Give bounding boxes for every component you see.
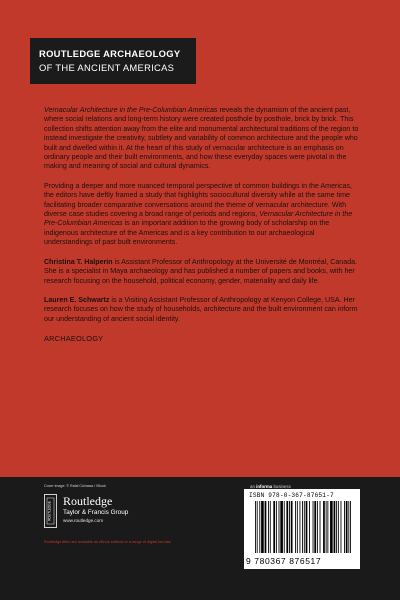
barcode-bar <box>338 501 339 553</box>
informa-name: informa <box>256 484 273 489</box>
barcode-bar <box>261 501 264 553</box>
informa-prefix: an <box>250 484 257 489</box>
barcode-bar <box>327 501 328 553</box>
barcode-bar <box>309 501 310 553</box>
cover-image-credit: Cover image: © Rafal Cichawa / iStock <box>44 484 106 488</box>
barcode-bar <box>330 501 333 553</box>
author-name: Christina T. Halperin <box>44 257 113 266</box>
back-cover-text <box>44 106 360 344</box>
barcode-bar <box>334 501 336 553</box>
isbn-barcode <box>244 489 360 569</box>
barcode-bar <box>344 501 345 553</box>
series-banner <box>30 38 196 84</box>
description-paragraph-1 <box>44 106 360 172</box>
barcode-bar <box>320 501 321 553</box>
barcode-bar <box>350 501 351 553</box>
barcode-bar <box>297 501 298 553</box>
svg-text:ROUTLEDGE: ROUTLEDGE <box>47 501 52 521</box>
publisher-name: Routledge <box>63 494 113 508</box>
informa-suffix: business <box>272 484 291 489</box>
ebook-availability-note: Routledge titles are available as eBook editions in a range of digital formats <box>44 540 171 544</box>
series-title-line2: OF THE ANCIENT AMERICAS <box>39 62 175 73</box>
barcode-bar <box>323 501 325 553</box>
barcode-bar <box>336 501 337 553</box>
barcode-bar <box>259 501 260 553</box>
barcode-bars <box>255 501 351 553</box>
barcode-digits: 9 780367 876517 <box>246 556 322 566</box>
book-title-italic: Vernacular Architecture in the Pre-Columbian Americas <box>44 106 218 114</box>
publisher-group: Taylor & Francis Group <box>63 509 129 516</box>
barcode-bar <box>279 501 280 553</box>
routledge-logo-icon <box>44 494 57 528</box>
author-bio <box>44 296 360 324</box>
author-bio-text: is Assistant Professor of Anthropology at the Université de Montréal, Canada. She is a specialist in Maya archaeology and has published a number of papers and books, with her research focusing on the household, political economy, gender, materiality and daily life. <box>44 257 358 285</box>
barcode-bar <box>302 501 303 553</box>
author-name: Lauren E. Schwartz <box>44 295 110 304</box>
barcode-bar <box>306 501 308 553</box>
publisher-url: www.routledge.com <box>63 518 104 523</box>
barcode-bar <box>273 501 275 553</box>
barcode-bar <box>313 501 314 553</box>
barcode-bar <box>341 501 342 553</box>
barcode-bar <box>268 501 269 553</box>
barcode-bar <box>295 501 296 553</box>
barcode-bar <box>280 501 283 553</box>
book-title-italic: Vernacular Architecture in the Pre-Columbian Americas <box>44 210 353 228</box>
barcode-bar <box>257 501 258 553</box>
barcode-bar <box>346 501 348 553</box>
description-text: reveals the dynamism of the ancient past, where social relations and long-term history were created posthole by posthole, brick by brick. This collection shifts attention away from the elite and monumental architectural traditions of the region to instead investigate the creativity, subtlety and variability of common architecture and the people who built and dwelled within it. At the heart of this study of vernacular architecture is an emphasis on ordinary people and their built environments, and how these everyday spaces were pivotal in the making and meaning of social and cultural dynamics. <box>44 106 359 171</box>
subject-category: ARCHAEOLOGY <box>44 334 104 344</box>
barcode-bar <box>348 501 349 553</box>
barcode-bar <box>300 501 301 553</box>
barcode-bar <box>270 501 271 553</box>
barcode-bar <box>276 501 277 553</box>
barcode-bar <box>291 501 293 553</box>
barcode-bar <box>289 501 290 553</box>
barcode-bar <box>284 501 285 553</box>
barcode-bar <box>314 501 316 553</box>
description-text: is an important addition to the growing body of scholarship on the indigenous architecture of the Americas and is a key contribution to our archaeological understandings of past built environments. <box>44 219 330 247</box>
isbn-label: ISBN 978-0-367-87651-7 <box>249 492 334 499</box>
barcode-bar <box>304 501 305 553</box>
description-paragraph-2 <box>44 182 360 248</box>
barcode-bar <box>286 501 288 553</box>
series-title-line1: ROUTLEDGE ARCHAEOLOGY <box>39 48 181 59</box>
barcode-bar <box>326 501 327 553</box>
author-bio <box>44 258 360 286</box>
barcode-bar <box>255 501 256 553</box>
barcode-bar <box>317 501 318 553</box>
description-text: Providing a deeper and more nuanced temporal perspective of common buildings in the Americas, the editors have deftly framed a study that highlights sociocultural diversity while at the same time facilitating broader comparative conversations around the theme of vernacular architecture. With diverse case studies covering a broad range of periods and regions, <box>44 181 352 219</box>
barcode-bar <box>265 501 267 553</box>
author-bio-text: is a Visiting Assistant Professor of Anthropology at Kenyon College, USA. Her research focuses on how the study of households, architecture and the built environment can inform our understanding of ancient social identity. <box>44 295 358 323</box>
